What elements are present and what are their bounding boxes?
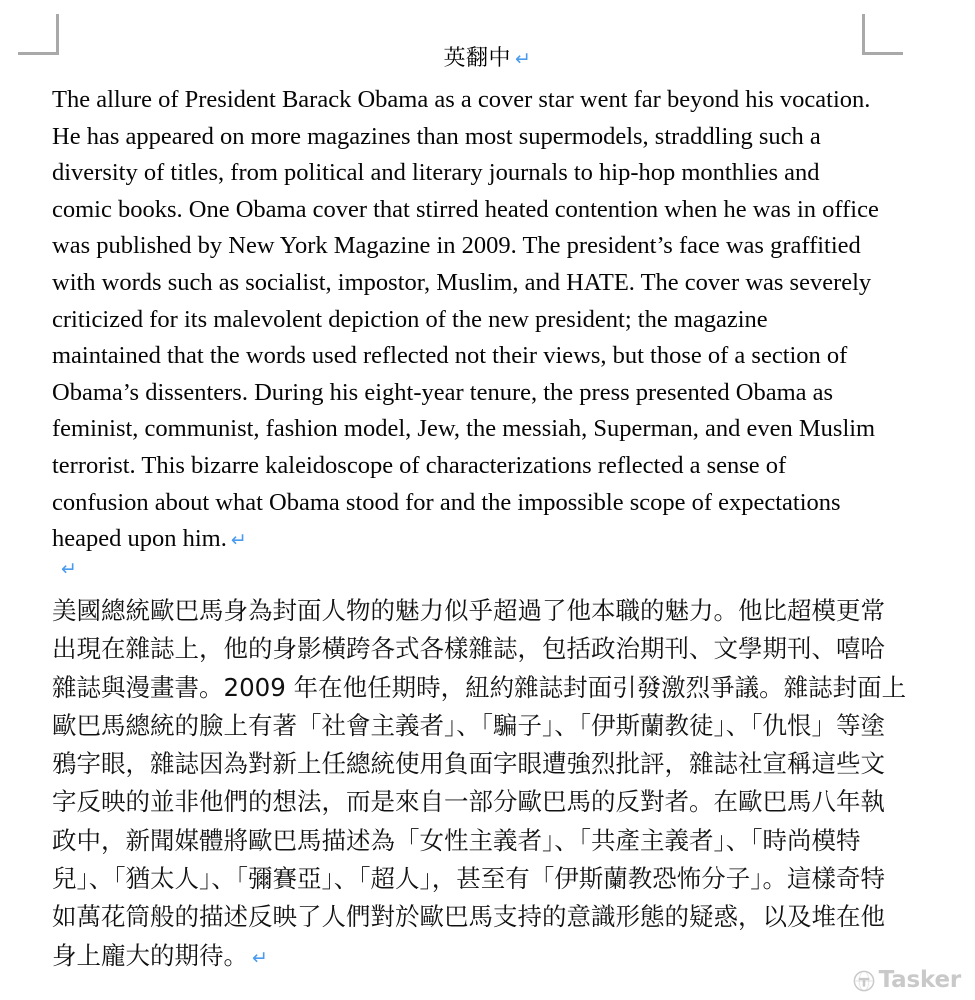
chinese-line: 美國總統歐巴馬身為封面人物的魅力似乎超過了他本職的魅力。他比超模更常 [52,596,885,625]
tasker-logo-icon [853,970,875,992]
english-line: Obama’s dissenters. During his eight-year tenure, the press presented Obama as [52,378,834,406]
chinese-line: 如萬花筒般的描述反映了人們對於歐巴馬支持的意識形態的疑惑，以及堆在他 [52,902,885,932]
chinese-line: 歐巴馬總統的臉上有著「社會主義者」、「騙子」、「伊斯蘭教徒」、「仇恨」等塗 [52,710,885,740]
english-line: comic books. One Obama cover that stirred heated contention when he was in office [52,195,879,223]
chinese-paragraph [52,592,907,977]
chinese-line: 雜誌與漫畫書。2009 年在他任期時，紐約雜誌封面引發激烈爭議。雜誌封面上 [52,672,907,702]
empty-paragraph [57,558,77,586]
page-title-text: 英翻中 [443,46,512,71]
english-line: was published by New York Magazine in 2009. The president’s face was graffitied [52,232,861,260]
english-line: maintained that the words used reflected not their views, but those of a section of [52,342,848,370]
english-line: with words such as socialist, impostor, Muslim, and HATE. The cover was severely [52,268,872,296]
english-line: terrorist. This bizarre kaleidoscope of characterizations reflected a sense of [52,451,787,479]
english-line: diversity of titles, from political and literary journals to hip-hop monthlies and [52,159,820,187]
chinese-line-text: 身上龐大的期待。 [52,940,248,970]
chinese-line: 出現在雜誌上，他的身影橫跨各式各樣雜誌，包括政治期刊、文學期刊、嘻哈 [52,634,885,664]
paragraph-mark-icon: ↵ [252,946,268,969]
english-paragraph [52,82,888,559]
paragraph-mark-icon: ↵ [61,558,77,580]
english-line-last [52,521,888,559]
english-line: confusion about what Obama stood for and the impossible scope of expectations [52,488,841,516]
watermark [853,969,961,992]
chinese-line: 政中，新聞媒體將歐巴馬描述為「女性主義者」、「共產主義者」、「時尚模特 [52,825,861,855]
page-title [0,0,975,74]
paragraph-mark-icon: ↵ [230,529,247,552]
chinese-line: 鴉字眼，雜誌因為對新上任總統使用負面字眼遭強烈批評，雜誌社宣稱這些文 [52,749,885,779]
english-line-text: heaped upon him. [52,525,227,553]
chinese-line: 兒」、「猶太人」、「彌賽亞」、「超人」，甚至有「伊斯蘭教恐怖分子」。這樣奇特 [52,864,885,894]
english-line: He has appeared on more magazines than most supermodels, straddling such a [52,122,821,150]
english-line: criticized for its malevolent depiction of the new president; the magazine [52,305,768,333]
chinese-line: 字反映的並非他們的想法，而是來自一部分歐巴馬的反對者。在歐巴馬八年執 [52,787,885,817]
paragraph-mark-icon: ↵ [515,48,532,70]
english-line: feminist, communist, fashion model, Jew, the messiah, Superman, and even Muslim [52,415,876,443]
watermark-label: Tasker [878,967,961,993]
chinese-line-last [52,937,897,977]
english-line: The allure of President Barack Obama as a cover star went far beyond his vocation. [52,86,871,113]
